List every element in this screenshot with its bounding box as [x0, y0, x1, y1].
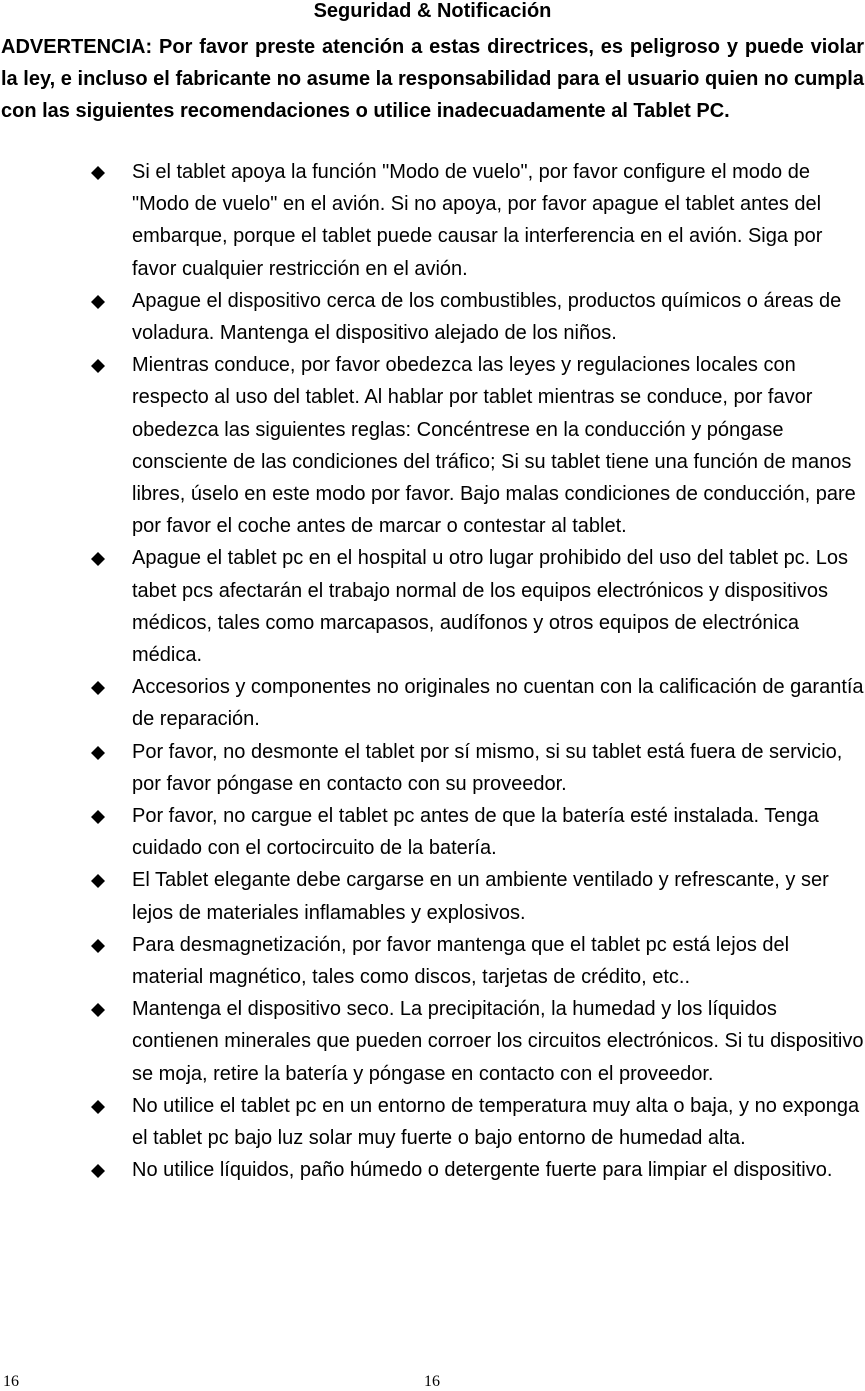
diamond-bullet-icon [91, 295, 105, 309]
diamond-bullet-icon [91, 166, 105, 180]
list-item [0, 800, 865, 864]
page-number-center: 16 [424, 1373, 440, 1390]
list-item [0, 1154, 865, 1186]
list-item-text: Si el tablet apoya la función "Modo de vuelo", por favor configure el modo de "Modo de vuelo" en el avión. Si no apoya, por favor apague el tablet antes del embarque, porque el tablet puede causar la interferencia en el avión. Siga por favor cualquier restricción en el avión. [132, 161, 823, 280]
safety-list [0, 156, 865, 1187]
list-item [0, 736, 865, 800]
list-item-text: No utilice el tablet pc en un entorno de temperatura muy alta o baja, y no exponga el tablet pc bajo luz solar muy fuerte o bajo entorno de humedad alta. [132, 1094, 860, 1150]
list-item-text: Mientras conduce, por favor obedezca las leyes y regulaciones locales con respecto al uso del tablet. Al hablar por tablet mientras se conduce, por favor obedezca las siguientes reglas: Concéntrese en la conducción y póngase consciente de las condiciones del tráfico; Si su tablet tiene una función de manos libres, úselo en este modo por favor. Bajo malas condiciones de conducción, pare por favor el coche antes de marcar o contestar al tablet. [132, 354, 856, 538]
diamond-bullet-icon [91, 810, 105, 824]
list-item [0, 671, 865, 735]
diamond-bullet-icon [91, 1164, 105, 1178]
list-item [0, 542, 865, 671]
list-item-text: Por favor, no desmonte el tablet por sí mismo, si su tablet está fuera de servicio, por favor póngase en contacto con su proveedor. [132, 740, 843, 795]
diamond-bullet-icon [91, 746, 105, 760]
list-item [0, 929, 865, 993]
list-item [0, 993, 865, 1090]
list-item-text: El Tablet elegante debe cargarse en un ambiente ventilado y refrescante, y ser lejos de materiales inflamables y explosivos. [132, 869, 829, 924]
list-item-text: Por favor, no cargue el tablet pc antes de que la batería esté instalada. Tenga cuidado con el cortocircuito de la batería. [132, 805, 819, 860]
warning-paragraph: ADVERTENCIA: Por favor preste atención a estas directrices, es peligroso y puede violar la ley, e incluso el fabricante no asume la responsabilidad para el usuario quien no cumpla con las siguientes recomendaciones o utilice inadecuadamente al Tablet PC. [1, 36, 864, 122]
list-item-text: No utilice líquidos, paño húmedo o detergente fuerte para limpiar el dispositivo. [132, 1159, 833, 1182]
list-item [0, 864, 865, 928]
list-item [0, 349, 865, 542]
list-item [0, 285, 865, 349]
list-item-text: Accesorios y componentes no originales no cuentan con la calificación de garantía de reparación. [132, 676, 864, 731]
page-title: Seguridad & Notificación [313, 0, 552, 22]
page-number-left: 16 [3, 1373, 19, 1390]
diamond-bullet-icon [91, 939, 105, 953]
list-item [0, 156, 865, 285]
diamond-bullet-icon [91, 359, 105, 373]
list-item-text: Apague el dispositivo cerca de los combustibles, productos químicos o áreas de voladura. Mantenga el dispositivo alejado de los niños. [132, 289, 842, 345]
list-item-text: Para desmagnetización, por favor mantenga que el tablet pc está lejos del material magnético, tales como discos, tarjetas de crédito, etc.. [132, 933, 790, 989]
diamond-bullet-icon [91, 681, 105, 695]
diamond-bullet-icon [91, 874, 105, 888]
diamond-bullet-icon [91, 1003, 105, 1017]
list-item-text: Mantenga el dispositivo seco. La precipitación, la humedad y los líquidos contienen minerales que pueden corroer los circuitos electrónicos. Si tu dispositivo se moja, retire la batería y póngase en contacto con el proveedor. [132, 998, 864, 1085]
list-item-text: Apague el tablet pc en el hospital u otro lugar prohibido del uso del tablet pc. Los tabet pcs afectarán el trabajo normal de los equipos electrónicos y dispositivos médicos, tales como marcapasos, audífonos y otros equipos de electrónica médica. [132, 547, 849, 667]
diamond-bullet-icon [91, 552, 105, 566]
diamond-bullet-icon [91, 1100, 105, 1114]
list-item [0, 1090, 865, 1154]
